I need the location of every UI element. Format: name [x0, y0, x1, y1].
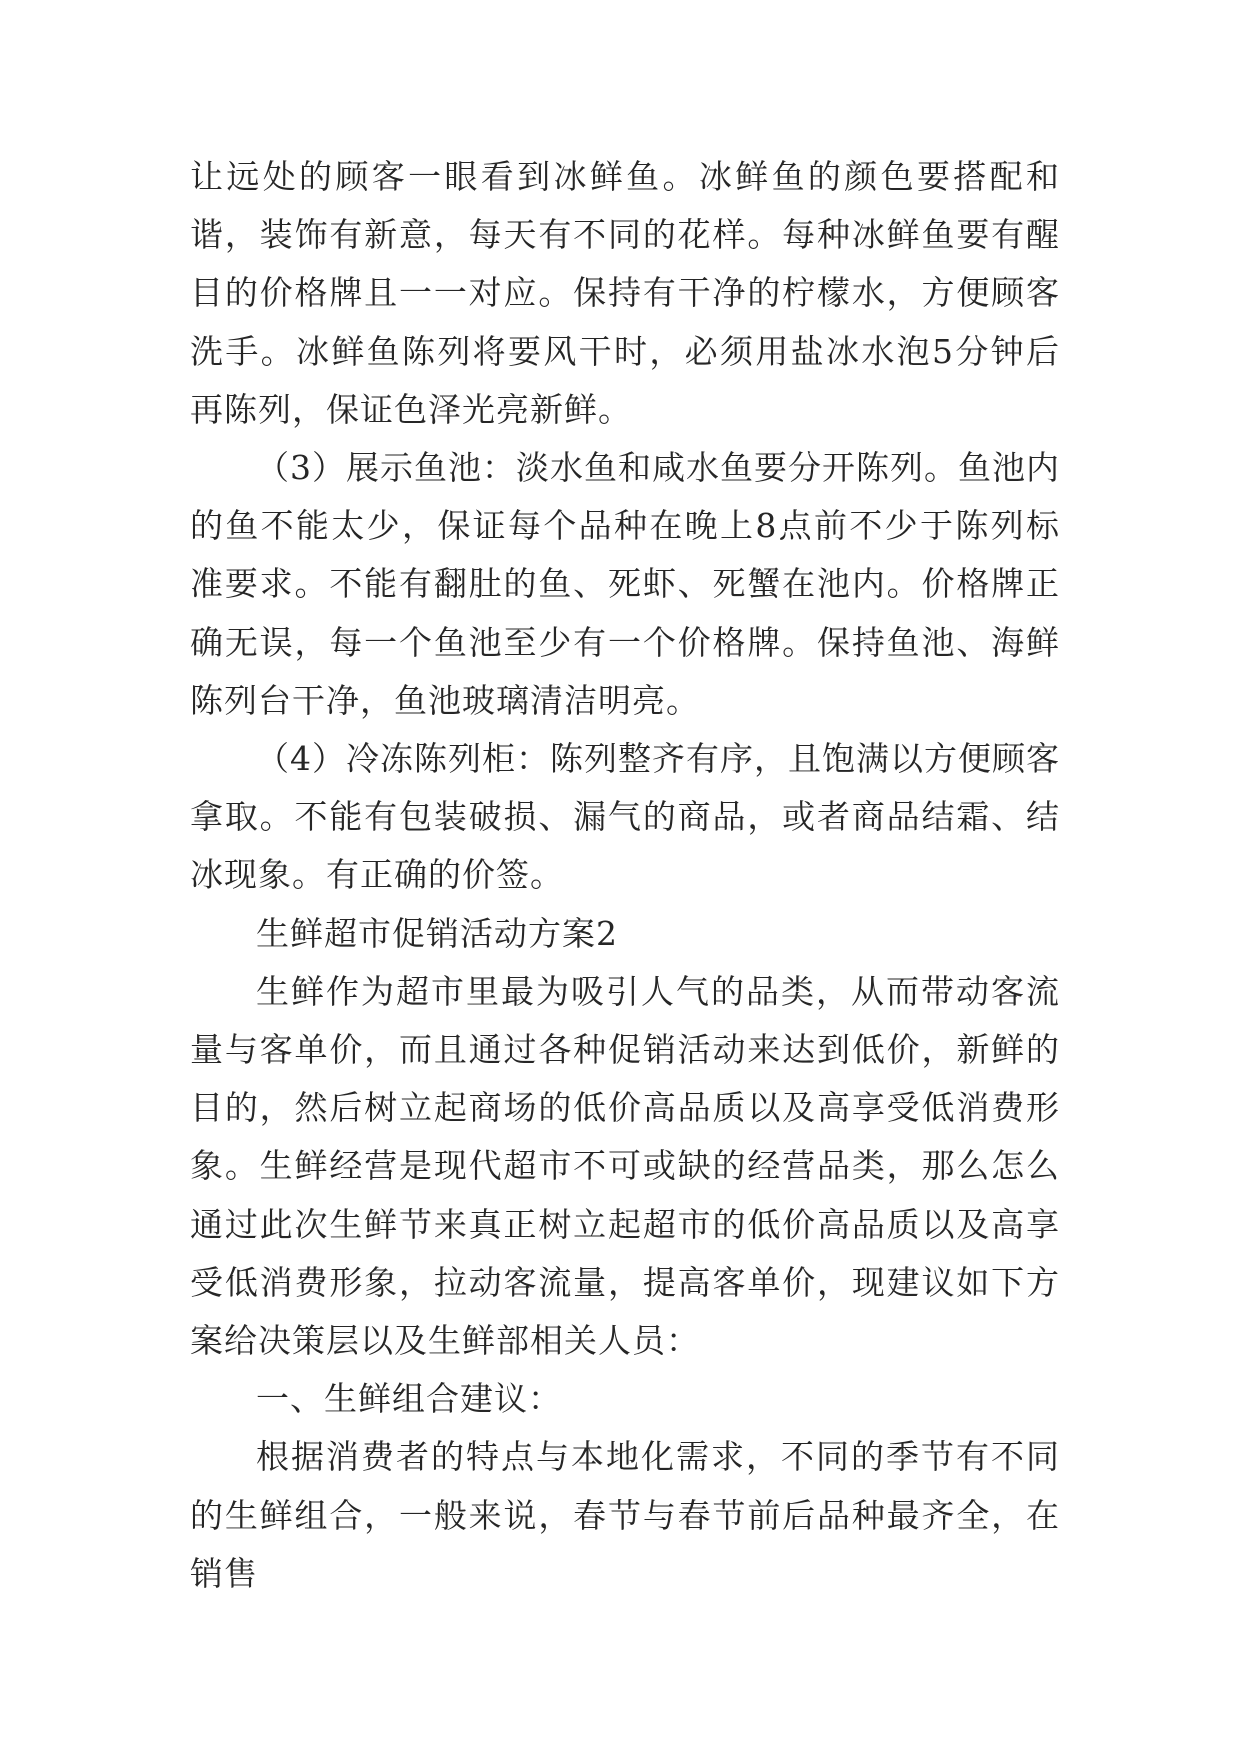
paragraph-freezer-cabinet: （4）冷冻陈列柜：陈列整齐有序，且饱满以方便顾客拿取。不能有包装破损、漏气的商品，或者商品结霜、结冰现象。有正确的价签。	[190, 739, 1060, 895]
paragraph-combination: 根据消费者的特点与本地化需求，不同的季节有不同的生鲜组合，一般来说，春节与春节前后品种最齐全，在销售	[190, 1437, 1060, 1593]
paragraph-fish-pond: （3）展示鱼池：淡水鱼和咸水鱼要分开陈列。鱼池内的鱼不能太少，保证每个品种在晚上8点前不少于陈列标准要求。不能有翻肚的鱼、死虾、死蟹在池内。价格牌正确无误，每一个鱼池至少有一个价格牌。保持鱼池、海鲜陈列台干净，鱼池玻璃清洁明亮。	[190, 448, 1060, 720]
paragraph-fish-display: 让远处的顾客一眼看到冰鲜鱼。冰鲜鱼的颜色要搭配和谐，装饰有新意，每天有不同的花样。每种冰鲜鱼要有醒目的价格牌且一一对应。保持有干净的柠檬水，方便顾客洗手。冰鲜鱼陈列将要风干时，必须用盐冰水泡5分钟后再陈列，保证色泽光亮新鲜。	[190, 157, 1060, 429]
paragraph-intro: 生鲜作为超市里最为吸引人气的品类，从而带动客流量与客单价，而且通过各种促销活动来达到低价，新鲜的目的，然后树立起商场的低价高品质以及高享受低消费形象。生鲜经营是现代超市不可或缺的经营品类，那么怎么通过此次生鲜节来真正树立起超市的低价高品质以及高享受低消费形象，拉动客流量，提高客单价，现建议如下方案给决策层以及生鲜部相关人员：	[190, 971, 1060, 1361]
section-title: 生鲜超市促销活动方案2	[256, 913, 618, 953]
section-heading-combination: 一、生鲜组合建议：	[256, 1379, 562, 1419]
document-body	[190, 148, 1060, 1603]
